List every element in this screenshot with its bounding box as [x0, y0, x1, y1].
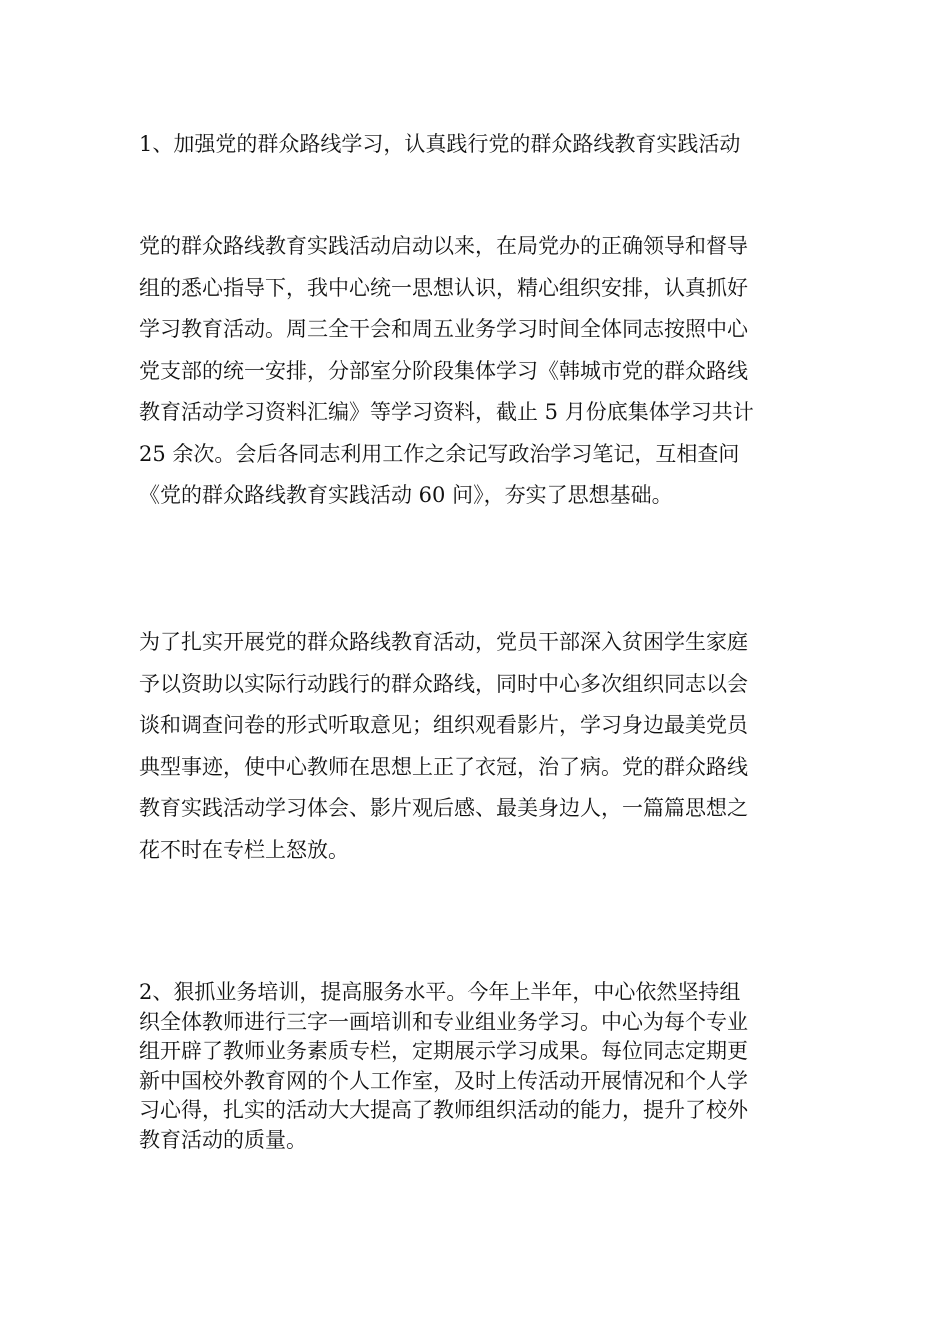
paragraph-line: 织全体教师进行三字一画培训和专业组业务学习。中心为每个专业	[139, 1009, 748, 1034]
paragraph-line: 学习教育活动。周三全干会和周五业务学习时间全体同志按照中心	[139, 317, 748, 341]
paragraph-line: 组的悉心指导下，我中心统一思想认识，精心组织安排，认真抓好	[139, 275, 748, 300]
paragraph-line: 为了扎实开展党的群众路线教育活动，党员干部深入贫困学生家庭	[139, 630, 748, 654]
paragraph-line: 教育实践活动学习体会、影片观后感、最美身边人，一篇篇思想之	[139, 796, 748, 820]
paragraph-line: 组开辟了教师业务素质专栏，定期展示学习成果。每位同志定期更	[139, 1039, 748, 1063]
paragraph-line: 教育活动学习资料汇编》等学习资料，截止 5 月份底集体学习共计	[139, 400, 754, 424]
paragraph-training	[139, 978, 819, 1155]
paragraph-line: 25 余次。会后各同志利用工作之余记写政治学习笔记，互相查问	[139, 441, 740, 466]
paragraph-study	[139, 226, 819, 517]
paragraph-line: 2、狠抓业务培训，提高服务水平。今年上半年，中心依然坚持组	[139, 980, 741, 1004]
paragraph-line: 《党的群众路线教育实践活动 60 问》，夯实了思想基础。	[139, 483, 673, 507]
paragraph-line: 党支部的统一安排，分部室分阶段集体学习《韩城市党的群众路线	[139, 358, 748, 383]
paragraph-line: 花不时在专栏上怒放。	[139, 837, 349, 862]
paragraph-line: 谈和调查问卷的形式听取意见；组织观看影片，学习身边最美党员	[139, 713, 748, 737]
section-heading-1	[139, 128, 819, 160]
paragraph-line: 新中国校外教育网的个人工作室，及时上传活动开展情况和个人学	[139, 1068, 748, 1093]
paragraph-line: 典型事迹，使中心教师在思想上正了衣冠，治了病。党的群众路线	[139, 754, 748, 779]
paragraph-practice	[139, 622, 819, 871]
paragraph-line: 教育活动的质量。	[139, 1127, 307, 1152]
heading-line: 1、加强党的群众路线学习，认真践行党的群众路线教育实践活动	[139, 132, 741, 156]
paragraph-line: 习心得，扎实的活动大大提高了教师组织活动的能力，提升了校外	[139, 1098, 748, 1122]
paragraph-line: 党的群众路线教育实践活动启动以来，在局党办的正确领导和督导	[139, 234, 748, 258]
paragraph-line: 予以资助以实际行动践行的群众路线，同时中心多次组织同志以会	[139, 671, 748, 696]
